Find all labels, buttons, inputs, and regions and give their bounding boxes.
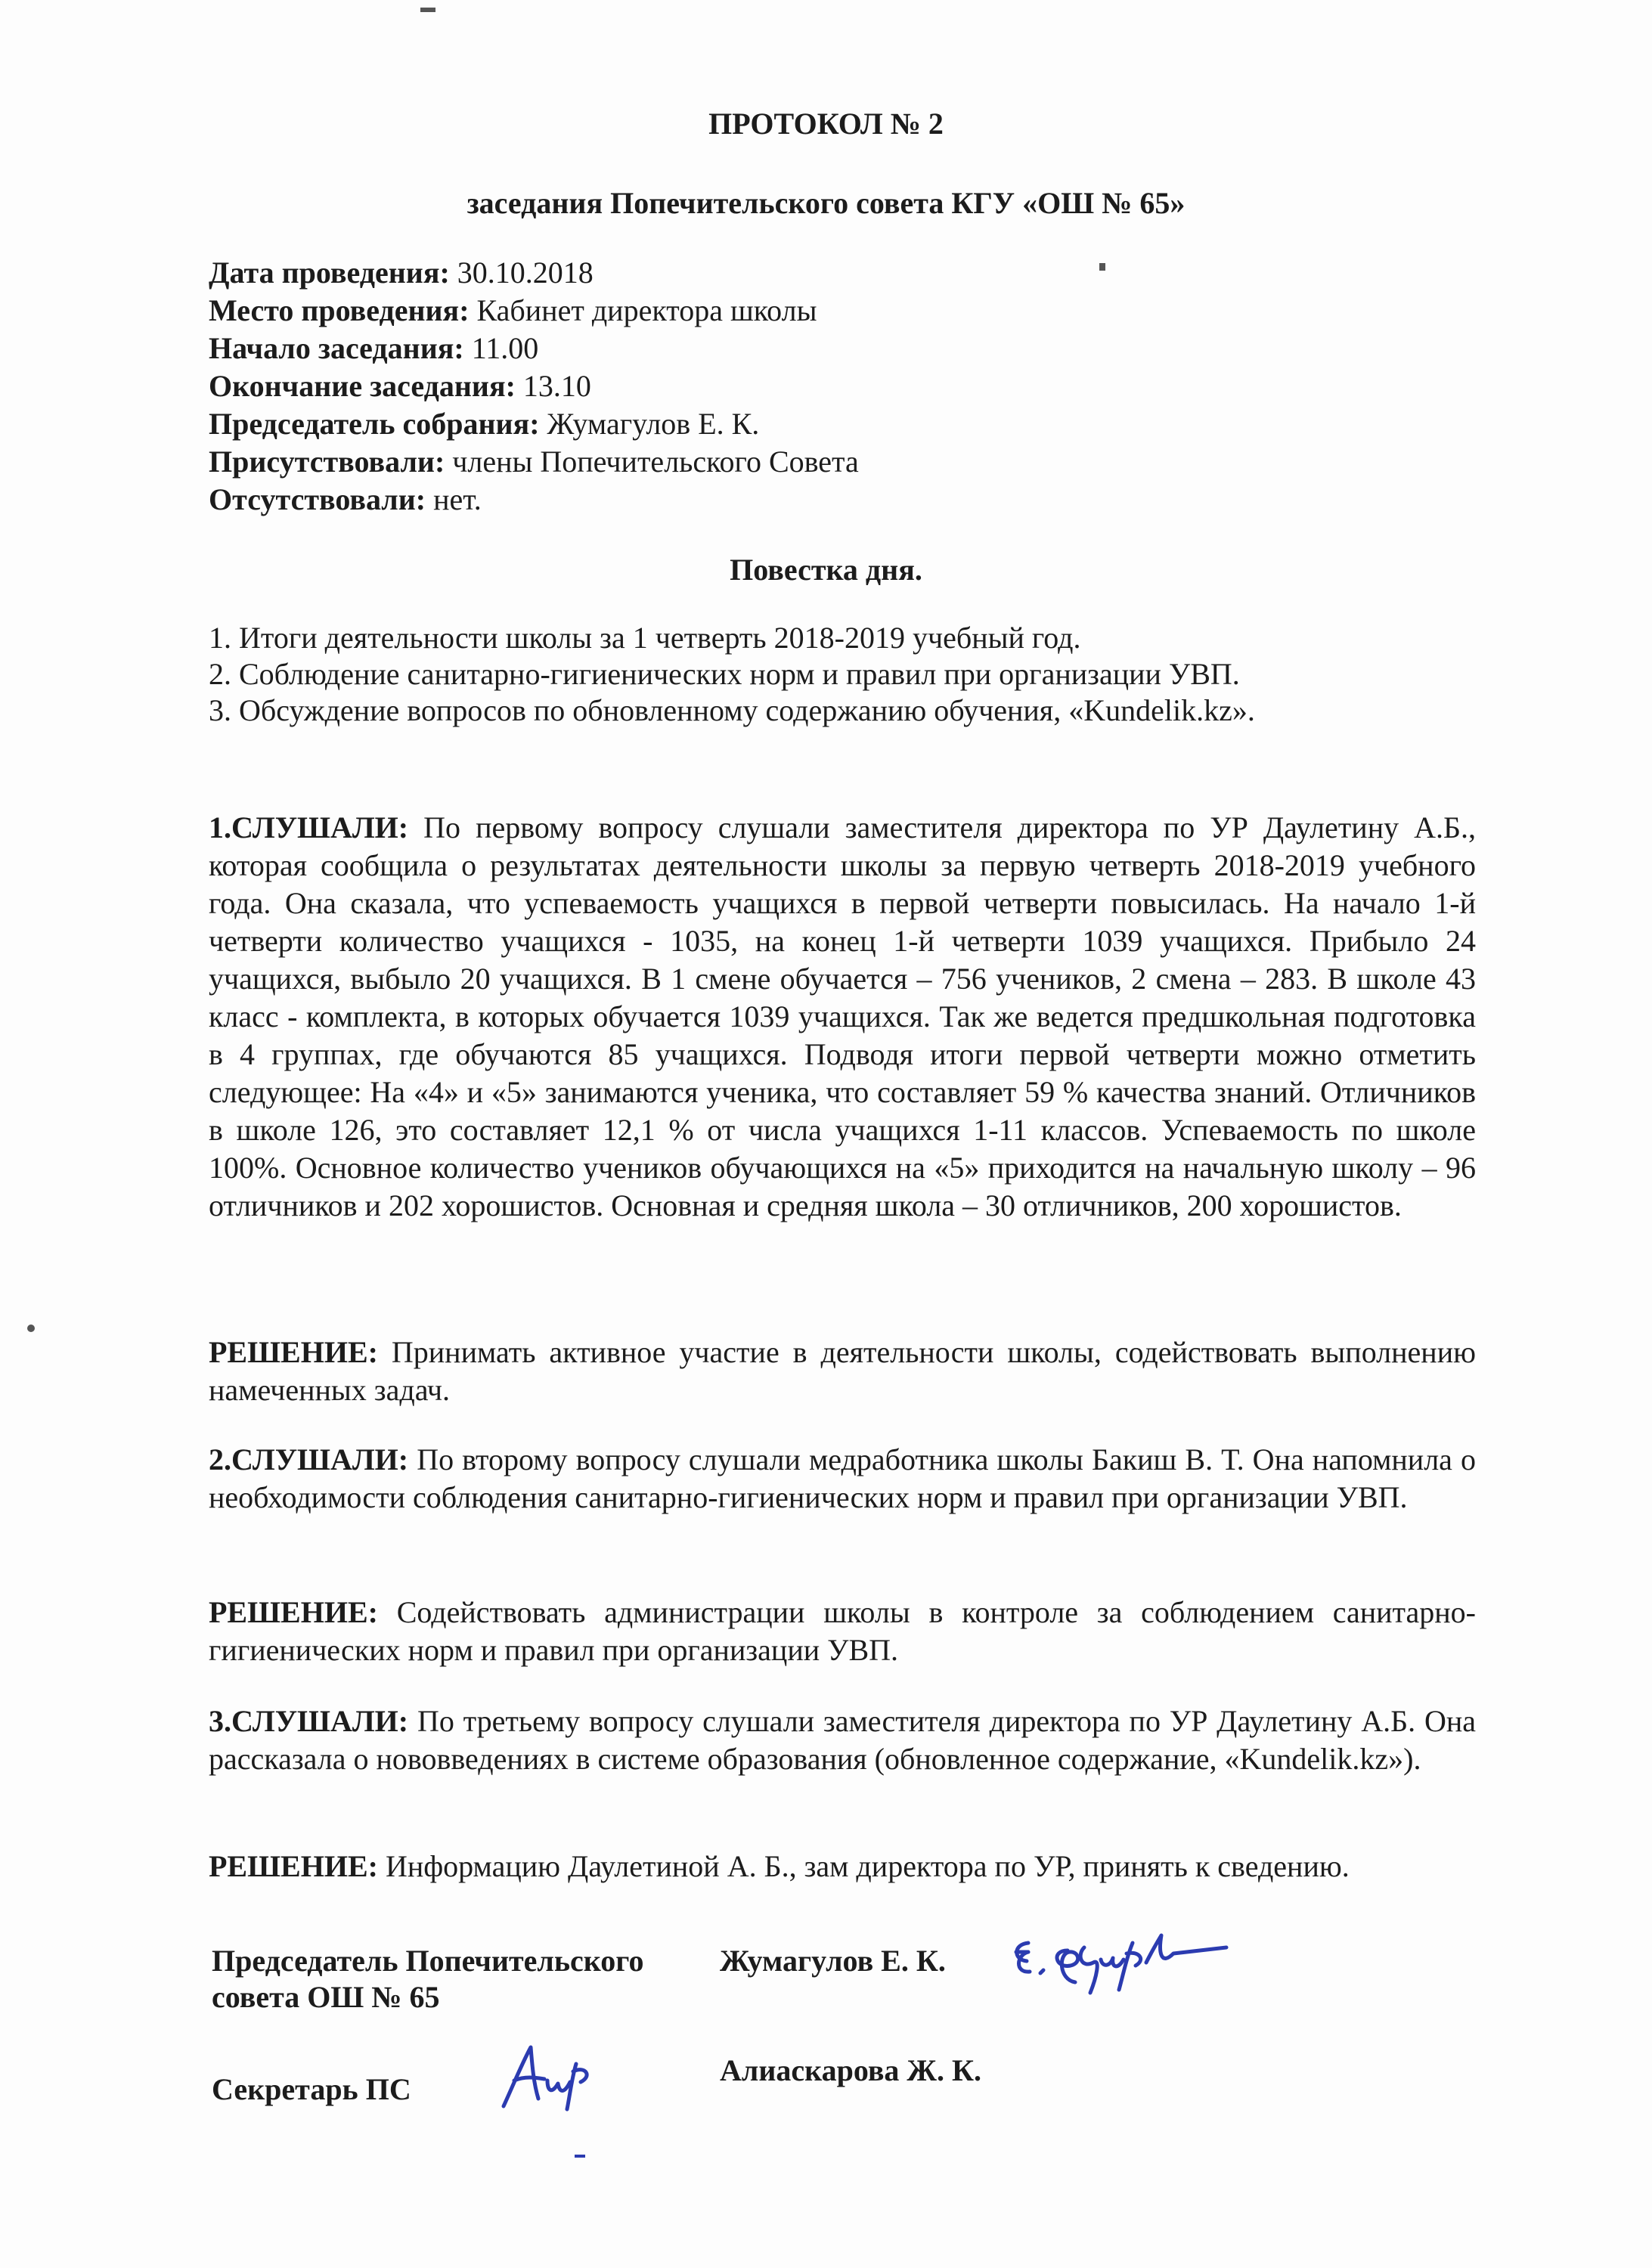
agenda-item: 1. Итоги деятельности школы за 1 четверть 2018-2019 учебный год. [209,621,1081,655]
document-subtitle: заседания Попечительского совета КГУ «ОШ № 65» [466,186,1186,220]
meta-present: Присутствовали: члены Попечительского Совета [209,445,859,479]
chair-title: Председатель Попечительского совета ОШ № 65 [212,1944,644,2014]
agenda-item: 2. Соблюдение санитарно-гигиенических норм и правил при организации УВП. [209,657,1240,691]
scan-speck [27,1325,35,1332]
meta-block [209,254,1494,519]
secretary-signature-icon [491,2034,612,2117]
section-3-heard: 3.СЛУШАЛИ: По третьему вопросу слушали заместителя директора по УР Даулетину А.Б. Она рассказала о нововведениях в системе образования (обновленное содержание, «Kundelik.kz»). [209,1704,1477,1776]
section-3-decision: РЕШЕНИЕ: Информацию Даулетиной А. Б., зам директора по УР, принять к сведению. [209,1849,1350,1883]
section-1-decision: РЕШЕНИЕ: Принимать активное участие в деятельности школы, содействовать выполнению намеченных задач. [209,1335,1476,1407]
chair-name: Жумагулов Е. К. [720,1944,946,1978]
agenda-title: Повестка дня. [730,553,922,587]
section-1-heard: 1.СЛУШАЛИ: По первому вопросу слушали заместителя директора по УР Даулетину А.Б., которая сообщила о результатах деятельности школы за первую четверть 2018-2019 учебного года. Она сказала, что успеваемость учащихся в первой четверти повысилась. На начало 1-й четверти количество учащихся - 1035, на конец 1-й четверти 1039 учащихся. Прибыло 24 учащихся, выбыло 20 учащихся. В 1 смене обучается – 756 учеников, 2 смена – 283. В школе 43 класс - комплекта, в которых обучается 1039 учащихся. Так же ведется предшкольная подготовка в 4 группах, где обучаются 85 учащихся. Подводя итоги первой четверти можно отметить следующее: На «4» и «5» занимаются ученика, что составляет 59 % качества знаний. Отличников в школе 126, это составляет 12,1 % от числа учащихся 1-11 классов. Успеваемость по школе 100%. Основное количество учеников обучающихся на «5» приходится на начальную школу – 96 отличников и 202 хорошистов. Основная и средняя школа – 30 отличников, 200 хорошистов. [209,810,1476,1222]
meta-place: Место проведения: Кабинет директора школы [209,293,817,327]
meta-date: Дата проведения: 30.10.2018 [209,256,594,290]
meta-absent: Отсутствовали: нет. [209,482,482,516]
agenda-item: 3. Обсуждение вопросов по обновленному содержанию обучения, «Kundelik.kz». [209,693,1255,727]
section-2-heard: 2.СЛУШАЛИ: По второму вопросу слушали медработника школы Бакиш В. Т. Она напомнила о необходимости соблюдения санитарно-гигиенических норм и правил при организации УВП. [209,1442,1476,1514]
scan-speck [420,8,435,12]
chair-signature-icon [1006,1920,1232,2003]
meta-chair: Председатель собрания: Жумагулов Е. К. [209,407,760,441]
document-title: ПРОТОКОЛ № 2 [708,107,944,141]
agenda-list [209,620,1494,729]
meta-end: Окончание заседания: 13.10 [209,369,591,403]
secretary-title: Секретарь ПС [212,2072,411,2106]
section-2-decision: РЕШЕНИЕ: Содействовать администрации школы в контроле за соблюдением санитарно-гигиенических норм и правил при организации УВП. [209,1595,1476,1667]
scan-speck [1099,263,1105,271]
meta-start: Начало заседания: 11.00 [209,331,539,365]
secretary-name: Алиаскарова Ж. К. [720,2053,981,2087]
scan-speck [575,2155,585,2158]
